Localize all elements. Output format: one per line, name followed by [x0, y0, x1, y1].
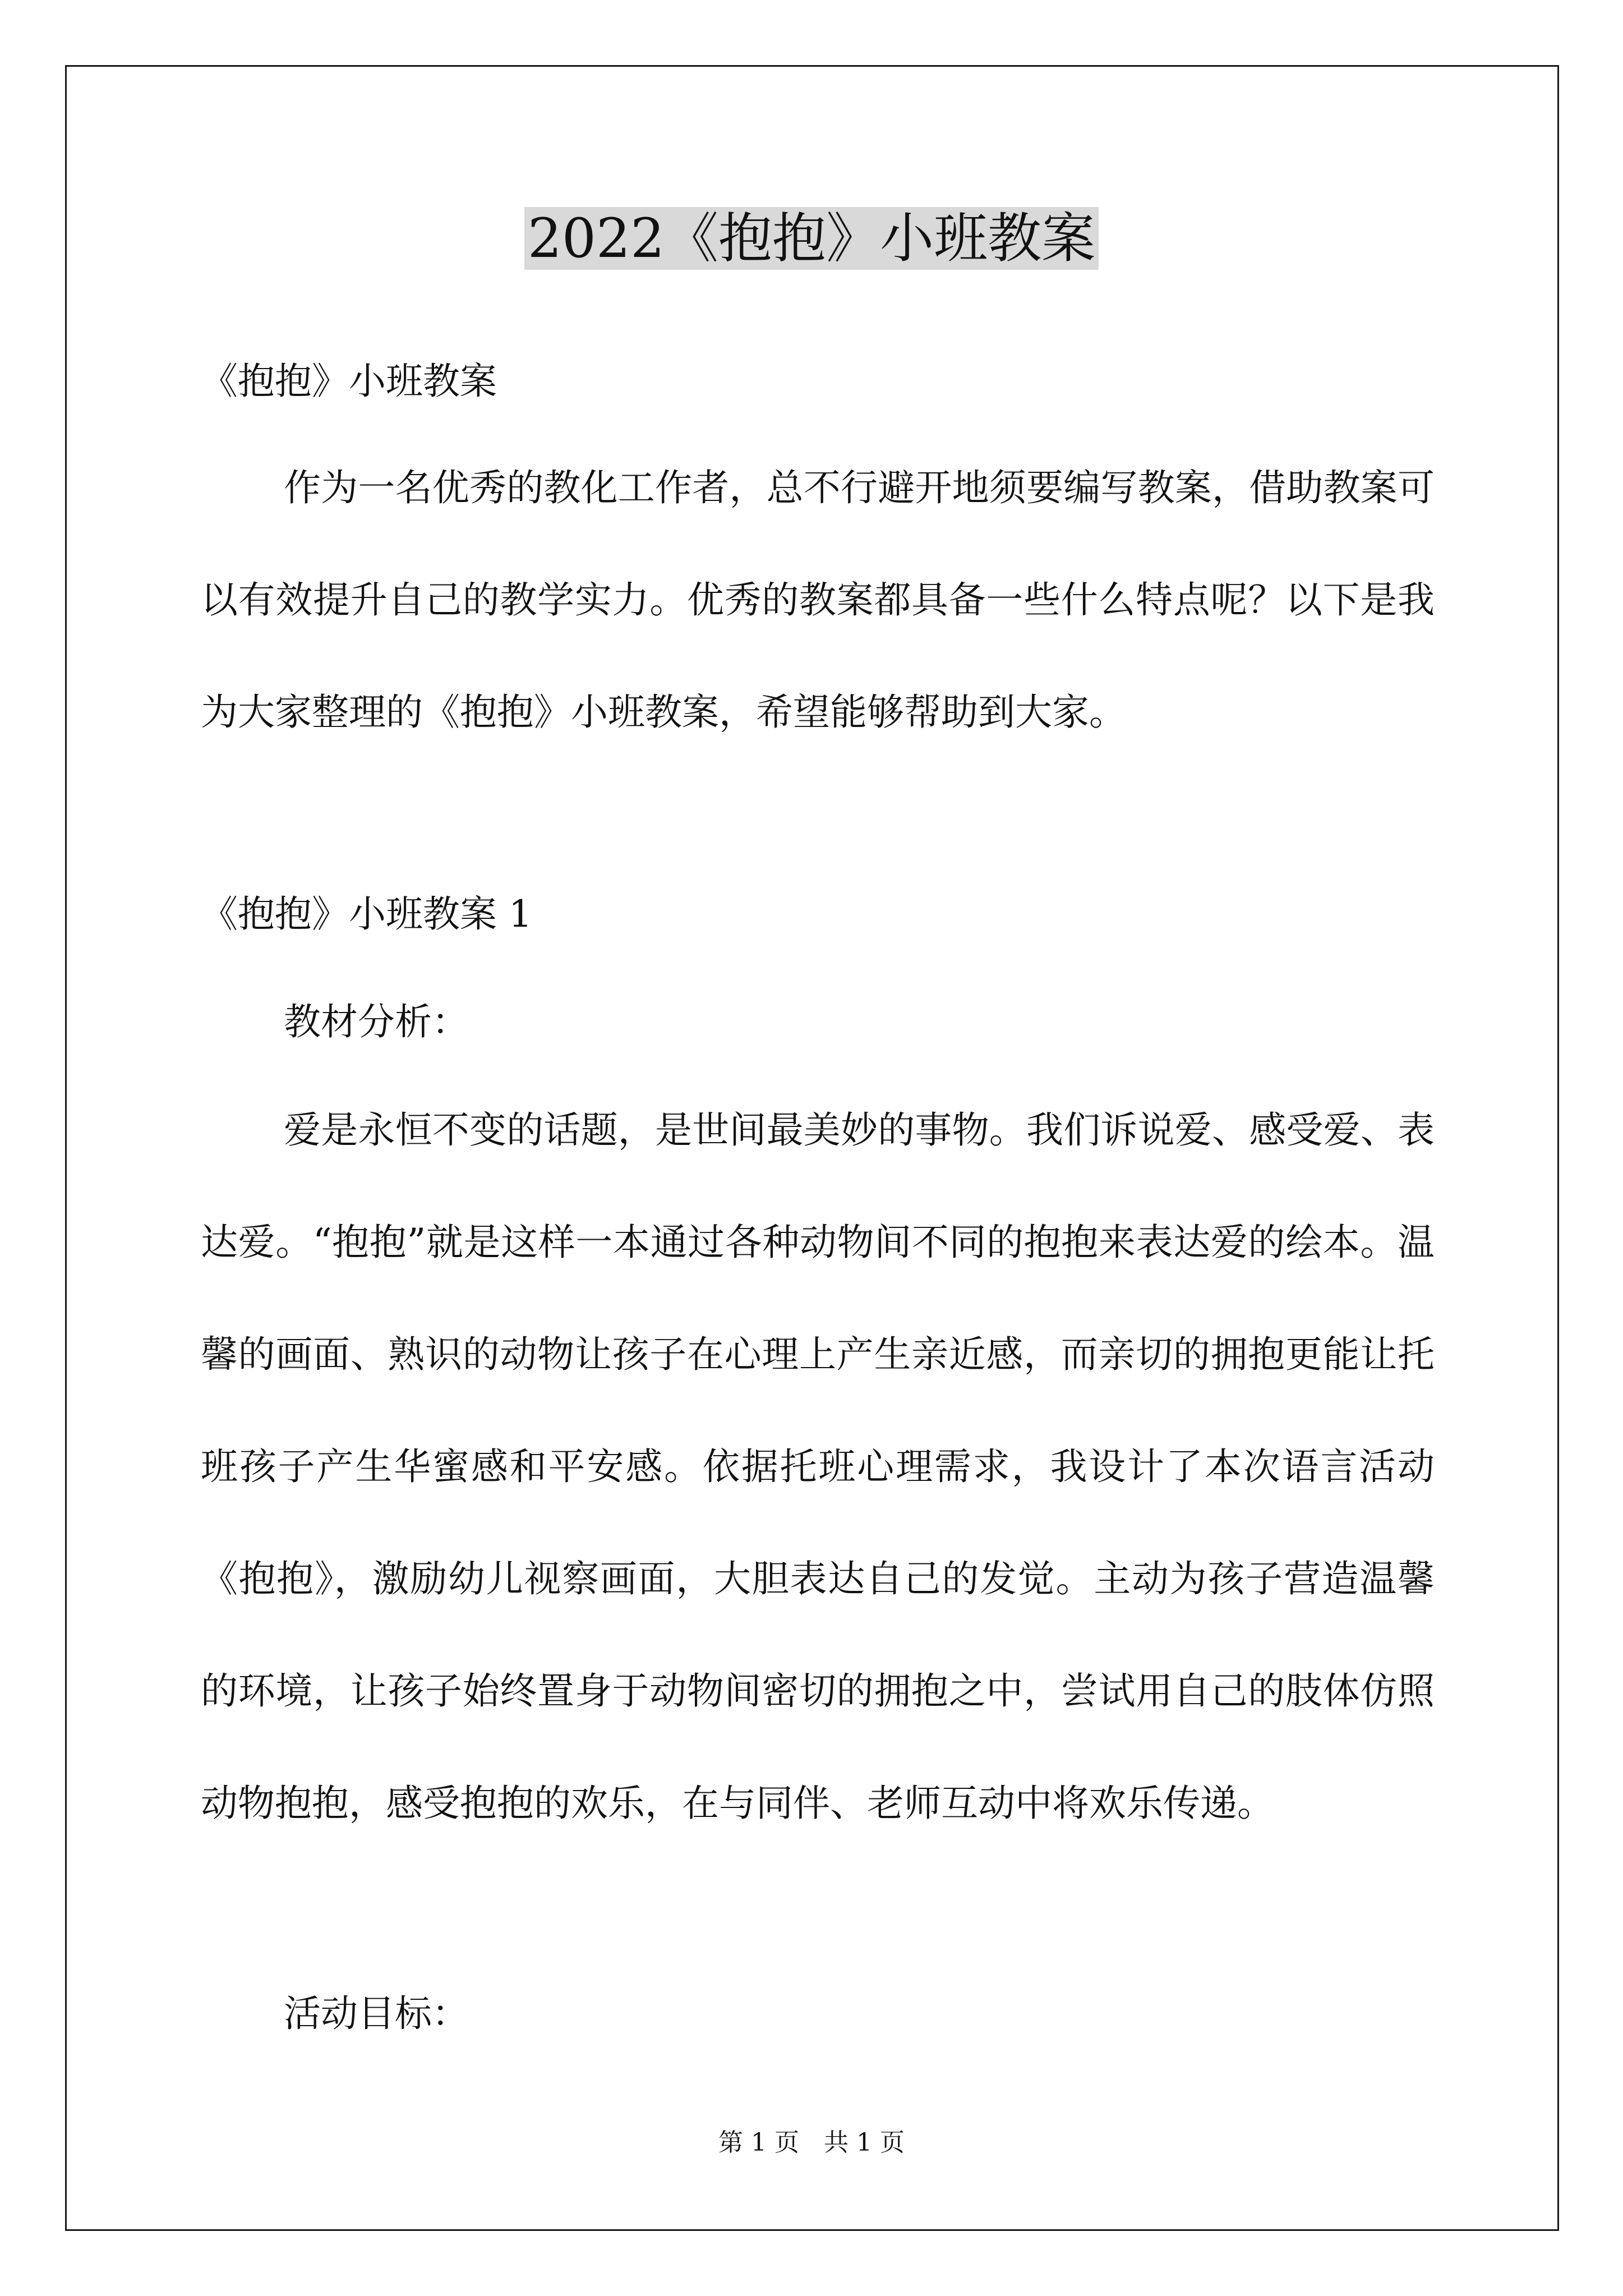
material-analysis-body: 爱是永恒不变的话题，是世间最美妙的事物。我们诉说爱、感受爱、表达爱。“抱抱”就是这样一本通过各种动物间不同的抱抱来表达爱的绘本。温馨的画面、熟识的动物让孩子在心理上产生亲近感，而亲切的拥抱更能让托班孩子产生华蜜感和平安感。依据托班心理需求，我设计了本次语言活动《抱抱》，激励幼儿视察画面，大胆表达自己的发觉。主动为孩子营造温馨的环境，让孩子始终置身于动物间密切的拥抱之中，尝试用自己的肢体仿照动物抱抱，感受抱抱的欢乐，在与同伴、老师互动中将欢乐传递。 [201, 1108, 1435, 1825]
document-subtitle: 《抱抱》小班教案 [201, 360, 497, 403]
intro-paragraph: 作为一名优秀的教化工作者，总不行避开地须要编写教案，借助教案可以有效提升自己的教学实力。优秀的教案都具备一些什么特点呢？以下是我为大家整理的《抱抱》小班教案，希望能够帮助到大家。 [201, 466, 1435, 734]
section-heading: 《抱抱》小班教案 1 [201, 892, 532, 936]
document-title-text: 2022《抱抱》小班教案 [524, 207, 1099, 270]
document-title [0, 199, 1623, 278]
material-analysis-label: 教材分析： [284, 1000, 469, 1043]
activity-goals-label: 活动目标： [284, 1992, 469, 2035]
page-footer: 第 1 页 共 1 页 [718, 2128, 905, 2157]
